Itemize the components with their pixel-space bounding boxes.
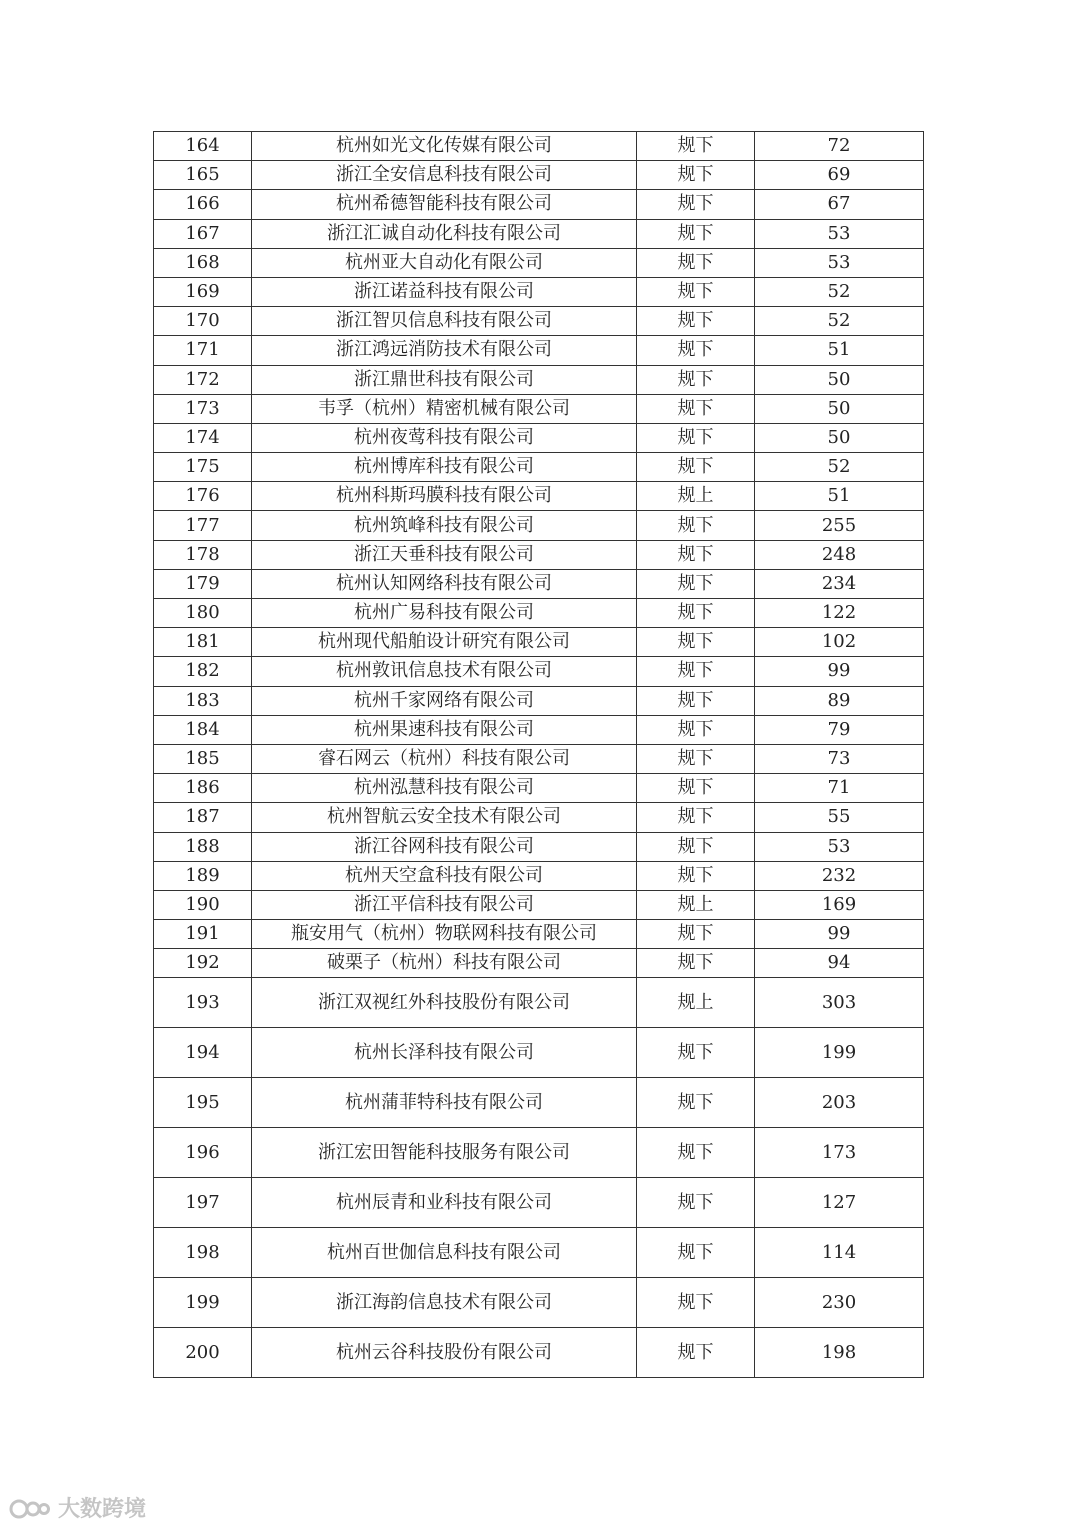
row-index-cell: 193 xyxy=(154,978,252,1028)
table-row xyxy=(154,1078,924,1128)
company-name-cell: 杭州果速科技有限公司 xyxy=(252,715,637,744)
row-index-cell: 195 xyxy=(154,1078,252,1128)
row-index-cell: 174 xyxy=(154,423,252,452)
scale-cell: 规上 xyxy=(637,978,755,1028)
row-index-cell: 200 xyxy=(154,1328,252,1378)
count-cell: 89 xyxy=(755,686,924,715)
row-index-cell: 183 xyxy=(154,686,252,715)
company-name-cell: 浙江双视红外科技股份有限公司 xyxy=(252,978,637,1028)
row-index-cell: 166 xyxy=(154,190,252,219)
scale-cell: 规下 xyxy=(637,744,755,773)
scale-cell: 规下 xyxy=(637,1178,755,1228)
table-row xyxy=(154,540,924,569)
row-index-cell: 184 xyxy=(154,715,252,744)
row-index-cell: 171 xyxy=(154,336,252,365)
scale-cell: 规下 xyxy=(637,190,755,219)
watermark xyxy=(8,1492,146,1523)
count-cell: 127 xyxy=(755,1178,924,1228)
company-name-cell: 杭州亚大自动化有限公司 xyxy=(252,248,637,277)
scale-cell: 规下 xyxy=(637,1028,755,1078)
company-name-cell: 浙江海韵信息技术有限公司 xyxy=(252,1278,637,1328)
count-cell: 50 xyxy=(755,394,924,423)
count-cell: 53 xyxy=(755,832,924,861)
row-index-cell: 196 xyxy=(154,1128,252,1178)
count-cell: 53 xyxy=(755,248,924,277)
row-index-cell: 181 xyxy=(154,628,252,657)
count-cell: 69 xyxy=(755,161,924,190)
table-row xyxy=(154,1228,924,1278)
company-name-cell: 杭州蒲菲特科技有限公司 xyxy=(252,1078,637,1128)
table-row xyxy=(154,1178,924,1228)
company-name-cell: 杭州广易科技有限公司 xyxy=(252,599,637,628)
scale-cell: 规下 xyxy=(637,715,755,744)
company-name-cell: 浙江鸿远消防技术有限公司 xyxy=(252,336,637,365)
row-index-cell: 190 xyxy=(154,890,252,919)
scale-cell: 规下 xyxy=(637,1278,755,1328)
count-cell: 79 xyxy=(755,715,924,744)
company-name-cell: 浙江宏田智能科技服务有限公司 xyxy=(252,1128,637,1178)
table-row xyxy=(154,511,924,540)
scale-cell: 规下 xyxy=(637,949,755,978)
company-name-cell: 杭州智航云安全技术有限公司 xyxy=(252,803,637,832)
count-cell: 198 xyxy=(755,1328,924,1378)
row-index-cell: 199 xyxy=(154,1278,252,1328)
table-row xyxy=(154,132,924,161)
row-index-cell: 173 xyxy=(154,394,252,423)
company-name-cell: 杭州如光文化传媒有限公司 xyxy=(252,132,637,161)
scale-cell: 规下 xyxy=(637,774,755,803)
table-row xyxy=(154,949,924,978)
row-index-cell: 180 xyxy=(154,599,252,628)
table-row xyxy=(154,569,924,598)
table-row xyxy=(154,190,924,219)
table-row xyxy=(154,803,924,832)
count-cell: 303 xyxy=(755,978,924,1028)
table-row xyxy=(154,423,924,452)
scale-cell: 规下 xyxy=(637,1328,755,1378)
count-cell: 50 xyxy=(755,423,924,452)
company-name-cell: 破栗子（杭州）科技有限公司 xyxy=(252,949,637,978)
company-name-cell: 浙江智贝信息科技有限公司 xyxy=(252,307,637,336)
company-table xyxy=(153,131,924,1378)
table-row xyxy=(154,628,924,657)
row-index-cell: 177 xyxy=(154,511,252,540)
count-cell: 51 xyxy=(755,336,924,365)
scale-cell: 规下 xyxy=(637,248,755,277)
scale-cell: 规下 xyxy=(637,832,755,861)
scale-cell: 规下 xyxy=(637,569,755,598)
company-name-cell: 杭州天空盒科技有限公司 xyxy=(252,861,637,890)
count-cell: 255 xyxy=(755,511,924,540)
company-name-cell: 杭州希德智能科技有限公司 xyxy=(252,190,637,219)
row-index-cell: 168 xyxy=(154,248,252,277)
table-row xyxy=(154,744,924,773)
scale-cell: 规下 xyxy=(637,453,755,482)
table-row xyxy=(154,248,924,277)
company-name-cell: 杭州泓慧科技有限公司 xyxy=(252,774,637,803)
company-name-cell: 瓶安用气（杭州）物联网科技有限公司 xyxy=(252,920,637,949)
scale-cell: 规上 xyxy=(637,890,755,919)
row-index-cell: 165 xyxy=(154,161,252,190)
row-index-cell: 175 xyxy=(154,453,252,482)
count-cell: 52 xyxy=(755,307,924,336)
row-index-cell: 178 xyxy=(154,540,252,569)
company-name-cell: 睿石网云（杭州）科技有限公司 xyxy=(252,744,637,773)
company-name-cell: 浙江鼎世科技有限公司 xyxy=(252,365,637,394)
count-cell: 114 xyxy=(755,1228,924,1278)
count-cell: 232 xyxy=(755,861,924,890)
table-row xyxy=(154,1028,924,1078)
count-cell: 173 xyxy=(755,1128,924,1178)
scale-cell: 规下 xyxy=(637,1078,755,1128)
table-row xyxy=(154,832,924,861)
count-cell: 248 xyxy=(755,540,924,569)
count-cell: 55 xyxy=(755,803,924,832)
table-row xyxy=(154,161,924,190)
company-name-cell: 杭州辰青和业科技有限公司 xyxy=(252,1178,637,1228)
scale-cell: 规下 xyxy=(637,365,755,394)
scale-cell: 规下 xyxy=(637,540,755,569)
table-row xyxy=(154,482,924,511)
table-row xyxy=(154,277,924,306)
table-row xyxy=(154,394,924,423)
count-cell: 71 xyxy=(755,774,924,803)
count-cell: 53 xyxy=(755,219,924,248)
company-name-cell: 浙江天垂科技有限公司 xyxy=(252,540,637,569)
scale-cell: 规下 xyxy=(637,394,755,423)
scale-cell: 规下 xyxy=(637,803,755,832)
company-name-cell: 杭州认知网络科技有限公司 xyxy=(252,569,637,598)
table-row xyxy=(154,774,924,803)
table-row xyxy=(154,978,924,1028)
count-cell: 234 xyxy=(755,569,924,598)
row-index-cell: 170 xyxy=(154,307,252,336)
company-name-cell: 杭州千家网络有限公司 xyxy=(252,686,637,715)
scale-cell: 规下 xyxy=(637,861,755,890)
row-index-cell: 186 xyxy=(154,774,252,803)
scale-cell: 规下 xyxy=(637,686,755,715)
table-row xyxy=(154,1328,924,1378)
company-name-cell: 杭州科斯玛膜科技有限公司 xyxy=(252,482,637,511)
row-index-cell: 197 xyxy=(154,1178,252,1228)
table-row xyxy=(154,307,924,336)
scale-cell: 规下 xyxy=(637,920,755,949)
scale-cell: 规下 xyxy=(637,423,755,452)
count-cell: 169 xyxy=(755,890,924,919)
count-cell: 230 xyxy=(755,1278,924,1328)
count-cell: 52 xyxy=(755,277,924,306)
row-index-cell: 187 xyxy=(154,803,252,832)
scale-cell: 规下 xyxy=(637,219,755,248)
row-index-cell: 185 xyxy=(154,744,252,773)
row-index-cell: 182 xyxy=(154,657,252,686)
count-cell: 94 xyxy=(755,949,924,978)
company-name-cell: 杭州筑峰科技有限公司 xyxy=(252,511,637,540)
table-row xyxy=(154,219,924,248)
count-cell: 52 xyxy=(755,453,924,482)
company-name-cell: 杭州夜莺科技有限公司 xyxy=(252,423,637,452)
company-name-cell: 杭州长泽科技有限公司 xyxy=(252,1028,637,1078)
table-row xyxy=(154,336,924,365)
row-index-cell: 192 xyxy=(154,949,252,978)
row-index-cell: 188 xyxy=(154,832,252,861)
row-index-cell: 172 xyxy=(154,365,252,394)
count-cell: 122 xyxy=(755,599,924,628)
scale-cell: 规下 xyxy=(637,1228,755,1278)
scale-cell: 规下 xyxy=(637,511,755,540)
company-name-cell: 杭州云谷科技股份有限公司 xyxy=(252,1328,637,1378)
table-row xyxy=(154,453,924,482)
company-name-cell: 浙江汇诚自动化科技有限公司 xyxy=(252,219,637,248)
watermark-text: 大数跨境 xyxy=(58,1497,147,1522)
company-name-cell: 杭州百世伽信息科技有限公司 xyxy=(252,1228,637,1278)
scale-cell: 规下 xyxy=(637,628,755,657)
scale-cell: 规下 xyxy=(637,307,755,336)
company-name-cell: 杭州博库科技有限公司 xyxy=(252,453,637,482)
scale-cell: 规下 xyxy=(637,1128,755,1178)
row-index-cell: 179 xyxy=(154,569,252,598)
table-row xyxy=(154,1278,924,1328)
table-row xyxy=(154,686,924,715)
table-row xyxy=(154,890,924,919)
row-index-cell: 191 xyxy=(154,920,252,949)
count-cell: 73 xyxy=(755,744,924,773)
count-cell: 99 xyxy=(755,657,924,686)
company-name-cell: 浙江谷网科技有限公司 xyxy=(252,832,637,861)
table-row xyxy=(154,861,924,890)
scale-cell: 规下 xyxy=(637,657,755,686)
scale-cell: 规下 xyxy=(637,161,755,190)
table-row xyxy=(154,715,924,744)
row-index-cell: 176 xyxy=(154,482,252,511)
row-index-cell: 167 xyxy=(154,219,252,248)
row-index-cell: 189 xyxy=(154,861,252,890)
scale-cell: 规上 xyxy=(637,482,755,511)
row-index-cell: 169 xyxy=(154,277,252,306)
scale-cell: 规下 xyxy=(637,336,755,365)
table-row xyxy=(154,920,924,949)
table-body xyxy=(154,132,924,1378)
table-row xyxy=(154,657,924,686)
scale-cell: 规下 xyxy=(637,277,755,306)
company-name-cell: 杭州敦讯信息技术有限公司 xyxy=(252,657,637,686)
count-cell: 99 xyxy=(755,920,924,949)
company-name-cell: 浙江诺益科技有限公司 xyxy=(252,277,637,306)
table-row xyxy=(154,599,924,628)
count-cell: 67 xyxy=(755,190,924,219)
scale-cell: 规下 xyxy=(637,132,755,161)
count-cell: 199 xyxy=(755,1028,924,1078)
count-cell: 102 xyxy=(755,628,924,657)
brand-logo-icon xyxy=(8,1496,52,1520)
row-index-cell: 198 xyxy=(154,1228,252,1278)
row-index-cell: 194 xyxy=(154,1028,252,1078)
count-cell: 51 xyxy=(755,482,924,511)
company-name-cell: 韦孚（杭州）精密机械有限公司 xyxy=(252,394,637,423)
table-row xyxy=(154,365,924,394)
table-row xyxy=(154,1128,924,1178)
company-name-cell: 杭州现代船舶设计研究有限公司 xyxy=(252,628,637,657)
count-cell: 203 xyxy=(755,1078,924,1128)
count-cell: 72 xyxy=(755,132,924,161)
company-name-cell: 浙江平信科技有限公司 xyxy=(252,890,637,919)
company-name-cell: 浙江全安信息科技有限公司 xyxy=(252,161,637,190)
row-index-cell: 164 xyxy=(154,132,252,161)
scale-cell: 规下 xyxy=(637,599,755,628)
count-cell: 50 xyxy=(755,365,924,394)
